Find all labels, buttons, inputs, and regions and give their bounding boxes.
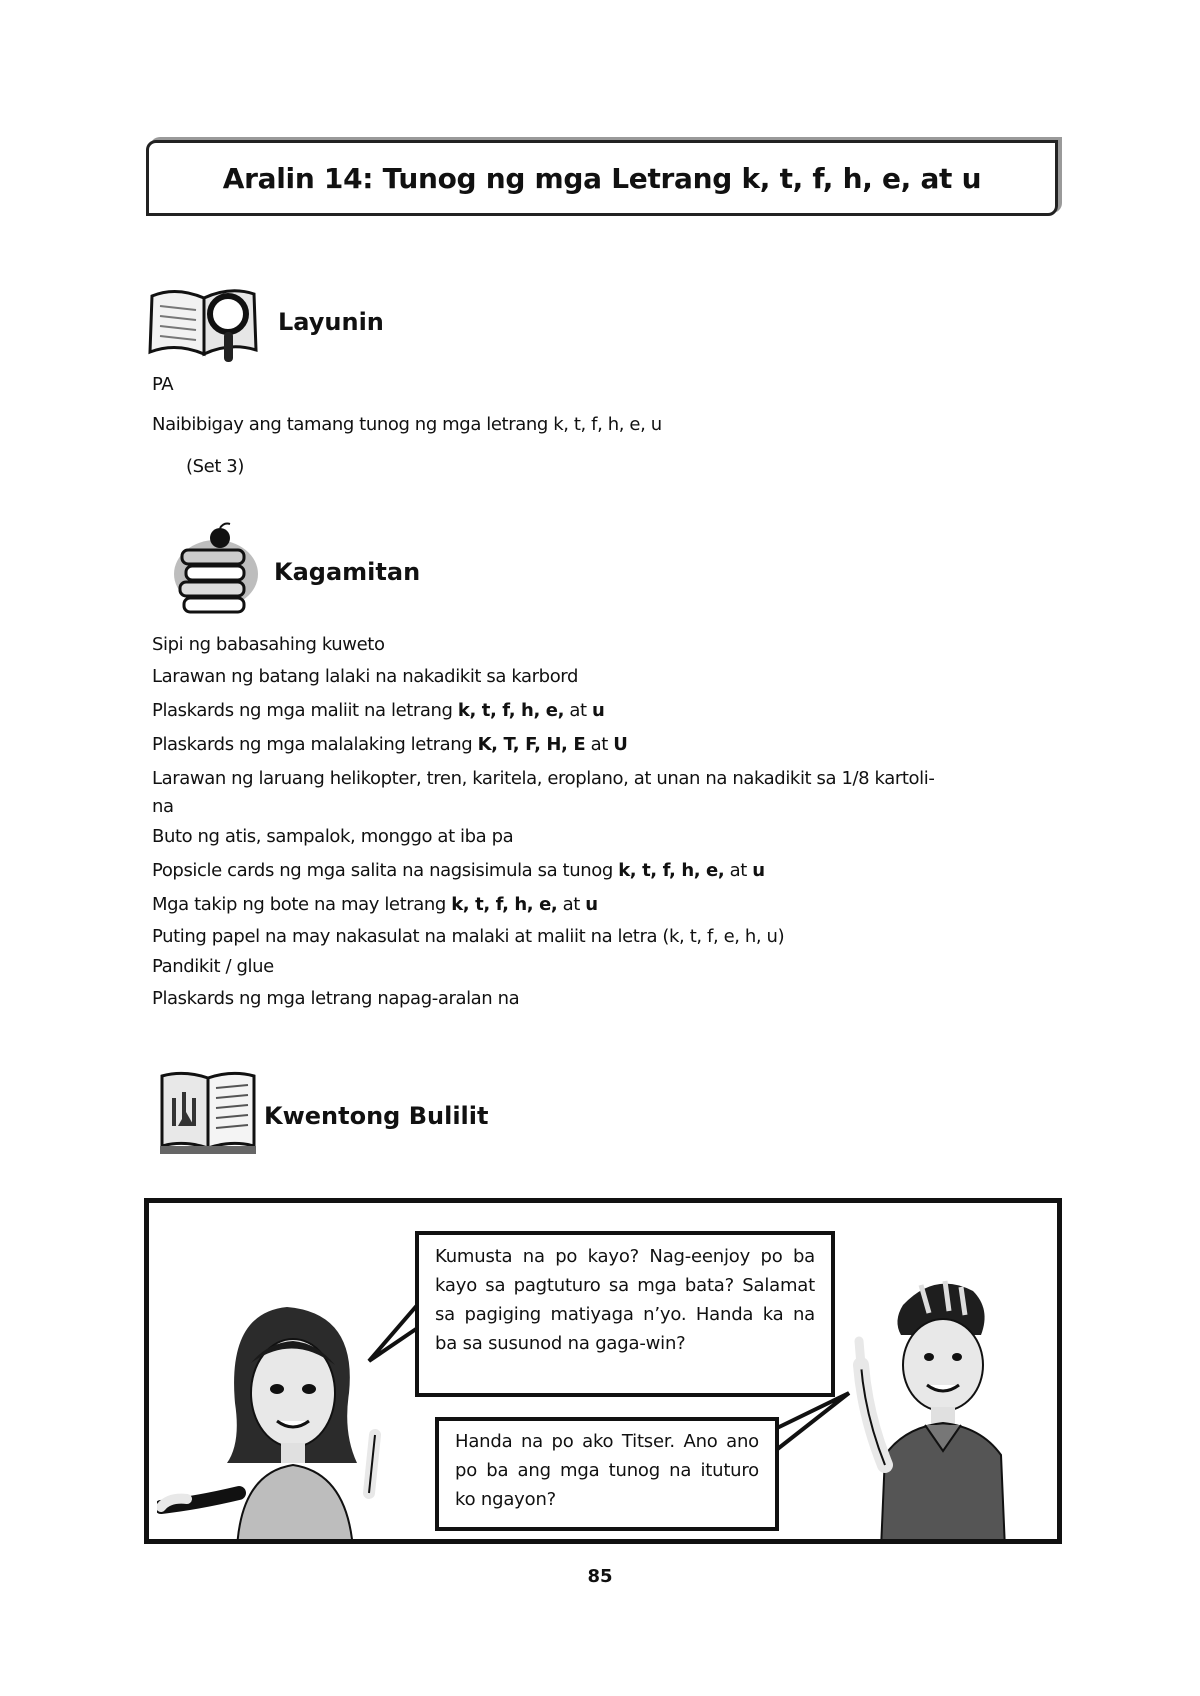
boy-speech-bubble: Handa na po ako Titser. Ano ano po ba ang mga tunog na ituturo ko ngayon? (435, 1417, 779, 1531)
layunin-set: (Set 3) (186, 456, 244, 477)
material-letters: K, T, F, H, E (477, 734, 586, 755)
material-letters: k, t, f, h, e, (618, 860, 725, 881)
material-item-continued: na (152, 796, 174, 817)
book-magnifier-icon (146, 276, 262, 366)
material-text: Popsicle cards ng mga salita na nagsisimula sa tunog (152, 860, 619, 881)
layunin-objective: Naibibigay ang tamang tunog ng mga letrang k, t, f, h, e, u (152, 414, 662, 435)
books-apple-icon (166, 522, 262, 622)
kwento-heading: Kwentong Bulilit (264, 1102, 489, 1130)
lesson-title-box (146, 140, 1058, 216)
storybook-icon (158, 1068, 258, 1158)
comic-panel (144, 1198, 1062, 1544)
material-item: Larawan ng laruang helikopter, tren, karitela, eroplano, at unan na nakadikit sa 1/8 kartoli- (152, 768, 935, 789)
material-item: Buto ng atis, sampalok, monggo at iba pa (152, 826, 514, 847)
material-letters: U (613, 734, 628, 755)
material-letters: u (585, 894, 598, 915)
material-letters: u (591, 700, 605, 721)
material-item: Puting papel na may nakasulat na malaki at maliit na letra (k, t, f, e, h, u) (152, 926, 785, 947)
material-item (152, 700, 604, 721)
material-text: at (724, 860, 753, 881)
material-text: at (585, 734, 614, 755)
material-text: at (557, 894, 586, 915)
kagamitan-heading: Kagamitan (274, 558, 421, 586)
lesson-title: Aralin 14: Tunog ng mga Letrang k, t, f, h, e, at u (222, 161, 982, 195)
material-item: Plaskards ng mga letrang napag-aralan na (152, 988, 520, 1009)
material-letters: k, t, f, h, e, (451, 894, 558, 915)
material-text: Plaskards ng mga malalaking letrang (152, 734, 478, 755)
material-letters: k, t, f, h, e, (457, 700, 565, 721)
material-item (152, 894, 598, 915)
page-number: 85 (587, 1566, 613, 1587)
layunin-code: PA (152, 374, 174, 395)
material-item: Larawan ng batang lalaki na nakadikit sa karbord (152, 666, 579, 687)
material-text: Mga takip ng bote na may letrang (152, 894, 452, 915)
material-item (152, 860, 765, 881)
material-text: at (564, 700, 592, 721)
material-item: Sipi ng babasahing kuweto (152, 634, 385, 655)
teacher-speech-bubble: Kumusta na po kayo? Nag-eenjoy po ba kayo sa pagtuturo sa mga bata? Salamat sa pagiging matiyaga n’yo. Handa ka na ba sa susunod na gaga-win? (415, 1231, 835, 1397)
material-letters: u (752, 860, 765, 881)
material-item: Pandikit / glue (152, 956, 274, 977)
layunin-heading: Layunin (278, 308, 384, 336)
material-item (152, 734, 627, 755)
material-text: Plaskards ng mga maliit na letrang (152, 700, 458, 721)
